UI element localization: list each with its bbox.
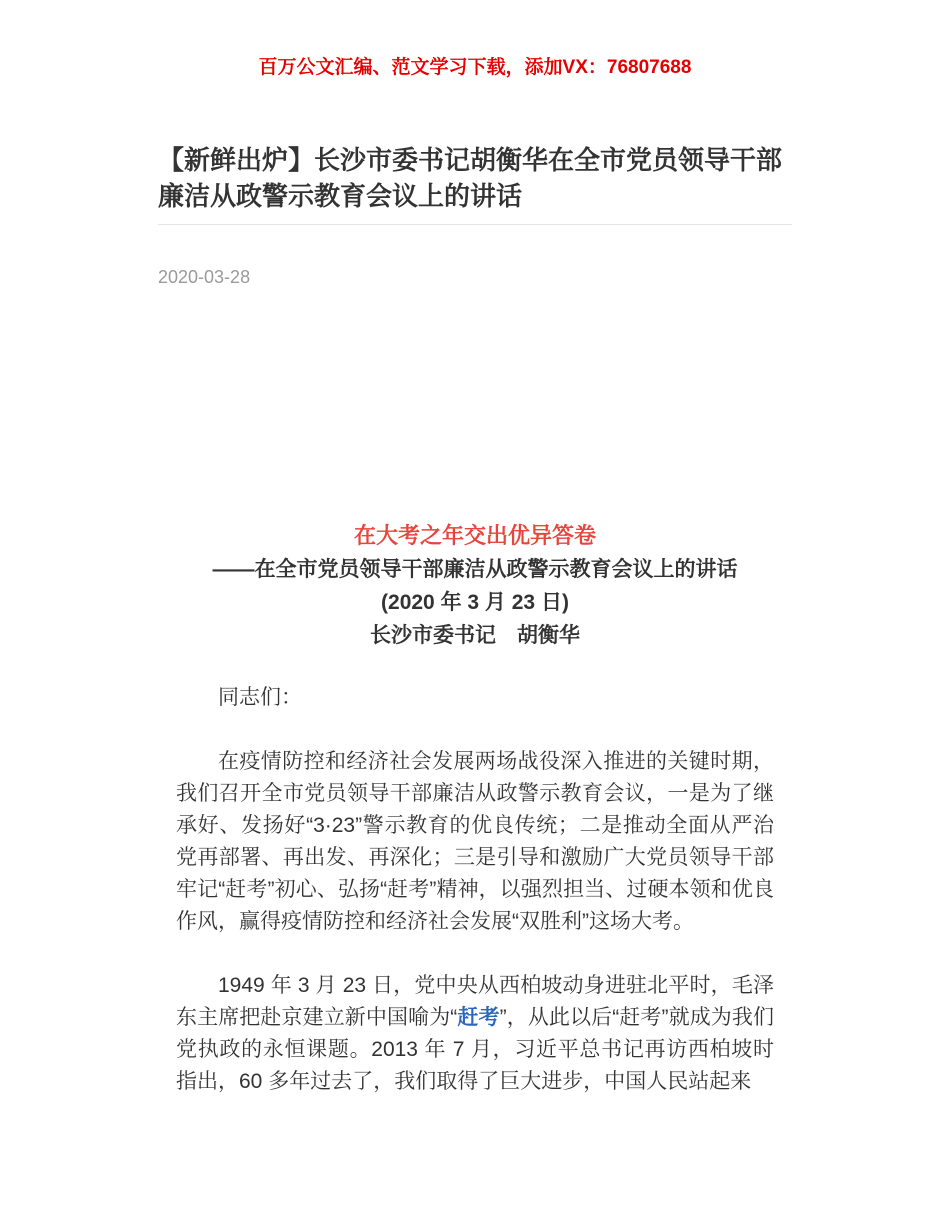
title-divider — [158, 224, 792, 225]
article-container — [158, 142, 792, 1098]
speech-subtitle: ——在全市党员领导干部廉洁从政警示教育会议上的讲话 — [212, 558, 738, 581]
paragraph-text: ”，从此以后“赶考”就成为我们党执政的永恒课题。2013 年 7 月，习近平总书记再访西柏坡时指出，60 多年过去了，我们取得了巨大进步，中国人民站起来 — [176, 1006, 775, 1093]
keyword-link[interactable]: 赶考 — [457, 1006, 500, 1029]
publish-date: 2020-03-28 — [158, 267, 251, 287]
paragraph-text: 1949 年 3 月 23 日，党中央从西柏坡动身进驻北平时，毛泽东主席把赴京建立新中国喻为“ — [176, 974, 774, 1029]
article-body — [158, 682, 792, 1098]
image-placeholder — [158, 289, 792, 519]
paragraph-1: 在疫情防控和经济社会发展两场战役深入推进的关键时期，我们召开全市党员领导干部廉洁从政警示教育会议，一是为了继承好、发扬好“3·23”警示教育的优良传统；二是推动全面从严治党再部署、再出发、再深化；三是引导和激励广大党员领导干部牢记“赶考”初心、弘扬“赶考”精神，以强烈担当、过硬本领和优良作风，赢得疫情防控和经济社会发展“双胜利”这场大考。 — [176, 750, 774, 933]
article-title: 【新鲜出炉】长沙市委书记胡衡华在全市党员领导干部廉洁从政警示教育会议上的讲话 — [158, 145, 783, 211]
speech-author: 长沙市委书记 胡衡华 — [370, 624, 580, 647]
speech-title: 在大考之年交出优异答卷 — [353, 523, 596, 548]
paragraph-2 — [176, 970, 774, 1098]
speech-heading-block — [158, 519, 792, 652]
promo-notice: 百万公文汇编、范文学习下载，添加VX：76807688 — [258, 57, 692, 78]
speech-date: (2020 年 3 月 23 日) — [381, 591, 569, 614]
salutation: 同志们： — [218, 686, 302, 709]
